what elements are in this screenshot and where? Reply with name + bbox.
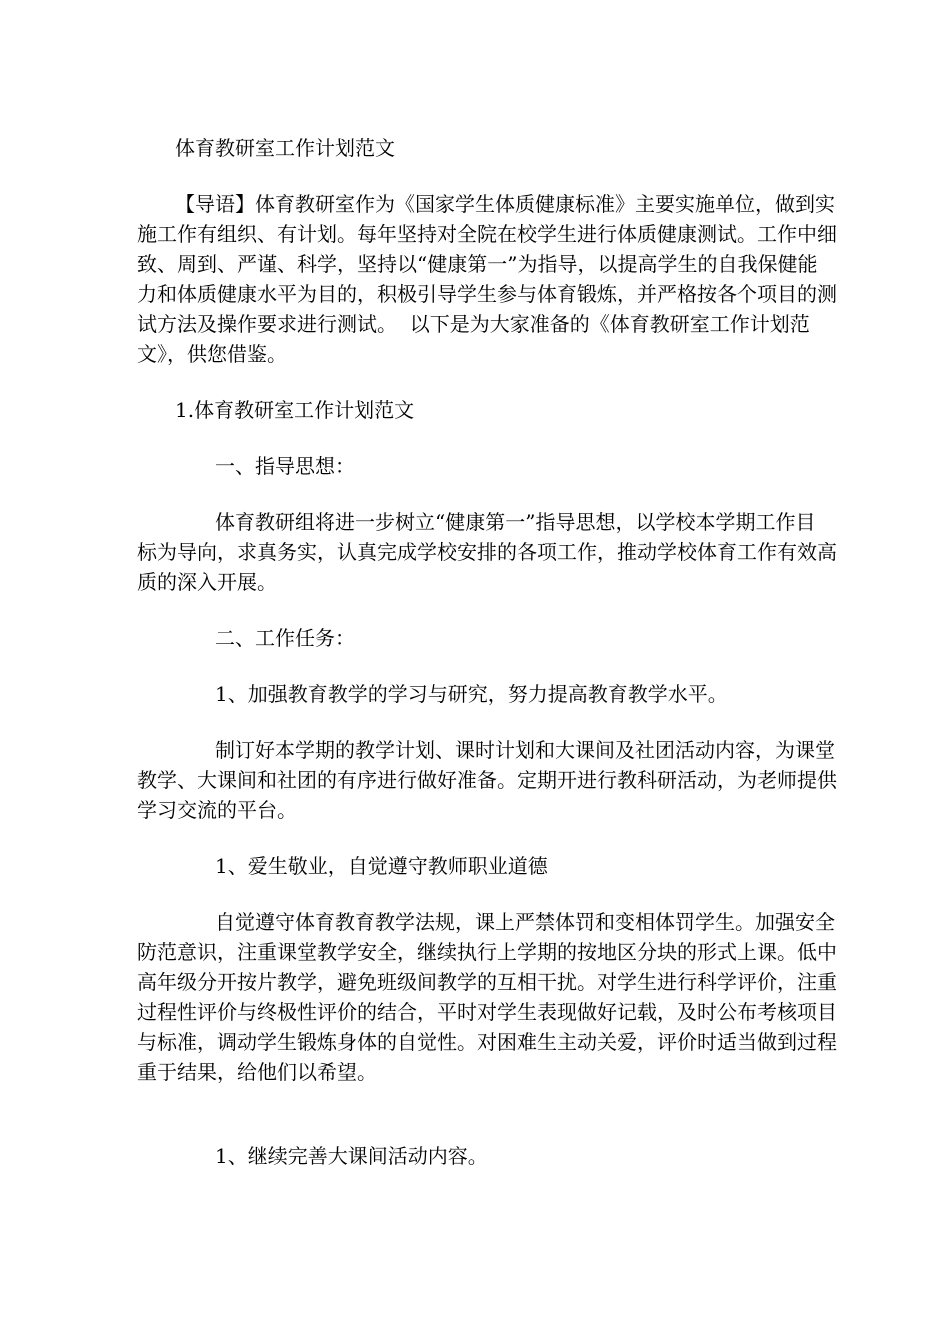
task-1-line: 学习交流的平台。	[137, 798, 297, 822]
task-heading: 1、爱生敬业，自觉遵守教师职业道德	[215, 854, 548, 878]
guiding-line: 体育教研组将进一步树立“健康第一”指导思想，以学校本学期工作目	[215, 510, 816, 534]
task-2-line: 高年级分开按片教学，避免班级间教学的互相干扰。对学生进行科学评价，注重	[137, 970, 837, 994]
heading-work-tasks: 二、工作任务：	[215, 626, 355, 650]
task-2-line: 与标准，调动学生锻炼身体的自觉性。对困难生主动关爱，评价时适当做到过程	[137, 1030, 837, 1054]
task-2-line: 重于结果，给他们以希望。	[137, 1060, 377, 1084]
intro-line: 【导语】体育教研室作为《国家学生体质健康标准》主要实施单位，做到实	[175, 192, 835, 216]
task-heading: 1、继续完善大课间活动内容。	[215, 1144, 488, 1168]
intro-line: 试方法及操作要求进行测试。 以下是为大家准备的《体育教研室工作计划范	[137, 312, 810, 336]
task-2-line: 防范意识，注重课堂教学安全，继续执行上学期的按地区分块的形式上课。低中	[137, 940, 837, 964]
section-title: 1.体育教研室工作计划范文	[175, 398, 415, 422]
heading-guiding-ideology: 一、指导思想：	[215, 454, 355, 478]
intro-line: 力和体质健康水平为目的，积极引导学生参与体育锻炼，并严格按各个项目的测	[137, 282, 837, 306]
task-2-line: 自觉遵守体育教育教学法规，课上严禁体罚和变相体罚学生。加强安全	[215, 910, 835, 934]
intro-line: 致、周到、严谨、科学，坚持以“健康第一”为指导，以提高学生的自我保健能	[137, 252, 818, 276]
intro-line: 施工作有组织、有计划。每年坚持对全院在校学生进行体质健康测试。工作中细	[137, 222, 837, 246]
intro-line: 文》，供您借鉴。	[137, 342, 287, 366]
task-1-line: 教学、大课间和社团的有序进行做好准备。定期开进行教科研活动，为老师提供	[137, 768, 837, 792]
task-heading: 1、加强教育教学的学习与研究，努力提高教育教学水平。	[215, 682, 728, 706]
guiding-line: 标为导向，求真务实，认真完成学校安排的各项工作，推动学校体育工作有效高	[137, 540, 837, 564]
document-title: 体育教研室工作计划范文	[175, 136, 395, 160]
guiding-line: 质的深入开展。	[137, 570, 277, 594]
task-2-line: 过程性评价与终极性评价的结合，平时对学生表现做好记载，及时公布考核项目	[137, 1000, 837, 1024]
task-1-line: 制订好本学期的教学计划、课时计划和大课间及社团活动内容，为课堂	[215, 738, 835, 762]
